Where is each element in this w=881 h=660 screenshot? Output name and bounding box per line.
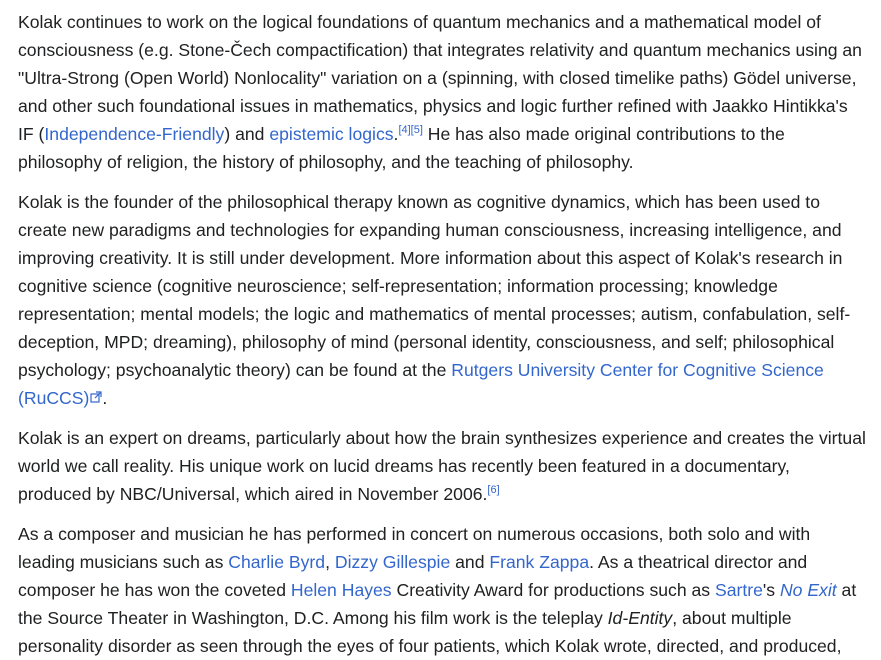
paragraph-text: . bbox=[102, 388, 108, 408]
external-link-icon bbox=[90, 391, 102, 403]
paragraph-quantum-foundations bbox=[18, 8, 867, 176]
paragraph-text: . bbox=[393, 124, 399, 144]
paragraph-music-theater bbox=[18, 520, 867, 660]
link-charlie-byrd[interactable]: Charlie Byrd bbox=[228, 552, 326, 572]
link-ruccs-label: Rutgers University Center for Cognitive Science (RuCCS) bbox=[18, 360, 824, 408]
title-id-entity: Id-Entity bbox=[607, 608, 673, 628]
paragraph-text: Kolak is the founder of the philosophical therapy known as cognitive dynamics, which has been used to create new paradigms and technologies for expanding human consciousness, increasing intelligence, and improving creativity. It is still under development. More information about this aspect of Kolak's research in cognitive science (cognitive neuroscience; self-representation; information processing; knowledge representation; mental models; the logic and mathematics of mental processes; autism, confabulation, self-deception, MPD; dreaming), philosophy of mind (personal identity, consciousness, and self; philosophical psychology; psychoanalytic theory) can be found at the bbox=[18, 192, 851, 380]
paragraph-text: He has also made original contributions to the philosophy of religion, the history of philosophy, and the teaching of philosophy. bbox=[18, 124, 785, 172]
paragraph-text: Kolak is an expert on dreams, particularly about how the brain synthesizes experience and creates the virtual world we call reality. His unique work on lucid dreams has recently been featured in a documentary, produced by NBC/Universal, which aired in November 2006. bbox=[18, 428, 866, 504]
paragraph-cognitive-dynamics bbox=[18, 188, 867, 412]
paragraph-text: Kolak continues to work on the logical foundations of quantum mechanics and a mathematical model of consciousness (e.g. Stone-Čech compactification) that integrates relativity and quantum mechanics using an "Ultra-Strong (Open World) Nonlocality" variation on a (spinning, with closed timelike paths) Gödel universe, and other such foundational issues in mathematics, physics and logic further refined with Jaakko Hintikka's IF ( bbox=[18, 12, 862, 144]
link-independence-friendly[interactable]: Independence-Friendly bbox=[44, 124, 225, 144]
paragraph-text: As a composer and musician he has performed in concert on numerous occasions, both solo and with leading musicians such as bbox=[18, 524, 811, 572]
paragraph-text: , bbox=[325, 552, 335, 572]
reference-6[interactable]: [6] bbox=[487, 484, 500, 497]
paragraph-text: , about multiple personality disorder as seen through the eyes of four patients, which Kolak wrote, directed, and produced, bbox=[18, 608, 842, 656]
link-no-exit[interactable]: No Exit bbox=[779, 580, 837, 600]
paragraph-text: at the Source Theater in Washington, D.C. Among his film work is the teleplay bbox=[18, 580, 857, 628]
paragraph-text: . As a theatrical director and composer he has won the coveted bbox=[18, 552, 808, 600]
link-helen-hayes[interactable]: Helen Hayes bbox=[290, 580, 392, 600]
link-sartre[interactable]: Sartre bbox=[714, 580, 763, 600]
reference-5[interactable]: [5] bbox=[410, 124, 423, 137]
link-dizzy-gillespie[interactable]: Dizzy Gillespie bbox=[334, 552, 451, 572]
paragraph-text: Creativity Award for productions such as bbox=[391, 580, 715, 600]
paragraph-dreams bbox=[18, 424, 867, 508]
paragraph-text: 's bbox=[762, 580, 780, 600]
paragraph-text: ) and bbox=[224, 124, 270, 144]
link-frank-zappa[interactable]: Frank Zappa bbox=[489, 552, 590, 572]
link-epistemic-logics[interactable]: epistemic logics bbox=[269, 124, 394, 144]
reference-4[interactable]: [4] bbox=[398, 124, 411, 137]
paragraph-text: and bbox=[450, 552, 490, 572]
